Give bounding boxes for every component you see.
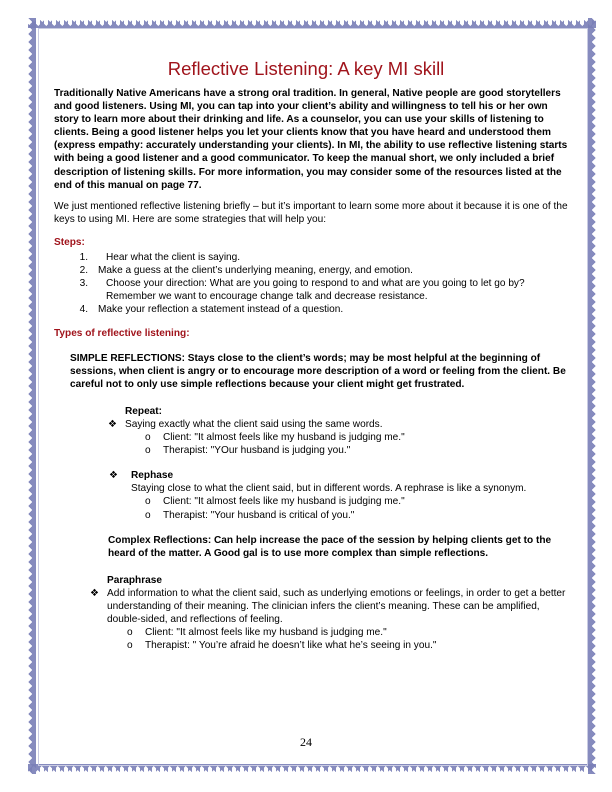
page-title-sub: : A key MI skill: [328, 58, 445, 79]
list-item: 3. Choose your direction: What are you going to respond to and what are you going to let go by? Remember we want to encourage change talk and decrease resistance.: [79, 278, 525, 303]
paraphrase-heading: Paraphrase: [107, 574, 162, 586]
paraphrase-section: [90, 574, 568, 653]
intro-paragraph: Traditionally Native Americans have a strong oral tradition. In general, Native people are good storytellers and good listeners. Using MI, you can tap into your client’s ability and willingness to tell his or her own story to learn more about their drinking and life. As a counselor, you can use your skills of listening to clients. Being a good listener helps you let your clients know that you have heard and understood them (express empathy: accurately understanding your clients). In MI, the ability to use reflective listening starts with being a good listener and a good communicator. To keep the manual short, we only included a brief description of listening skills. For more information, you may consider some of the resources listed at the end of this manual on page 77.: [54, 88, 568, 191]
list-item: 2. Make a guess at the client’s underlying meaning, energy, and emotion.: [79, 265, 413, 277]
list-item: o Client: "It almost feels like my husband is judging me.": [145, 496, 405, 508]
page-title-main: Reflective Listening: [167, 58, 329, 79]
diamond-bullet-icon: ❖: [90, 587, 99, 599]
document-body: [54, 87, 568, 664]
list-item: o Client: "It almost feels like my husband is judging me.": [145, 432, 405, 444]
list-item: 1. Hear what the client is saying.: [79, 252, 241, 264]
page-title: [0, 58, 612, 80]
repeat-heading: Repeat:: [125, 405, 163, 417]
types-heading: Types of reflective listening:: [54, 327, 190, 339]
repeat-section: [108, 405, 568, 457]
paraphrase-description: Add information to what the client said, such as underlying emotions or feelings, in order to get a better understanding of their meaning. The clinician infers the client’s meaning. These can be amplified, double-sided, and reflections of feeling.: [107, 587, 566, 626]
rephase-heading: Rephase: [131, 470, 174, 482]
diamond-bullet-icon: ❖: [109, 470, 118, 482]
page-number: 24: [300, 735, 312, 749]
steps-heading: Steps:: [54, 236, 85, 248]
list-item: o Client: "It almost feels like my husband is judging me.": [127, 627, 387, 639]
steps-list: [54, 251, 568, 316]
rephase-description: Staying close to what the client said, but in different words. A rephrase is like a synonym.: [131, 483, 527, 495]
list-item: o Therapist: " You’re afraid he doesn’t like what he’s seeing in you.": [127, 640, 437, 652]
rephase-section: [109, 469, 568, 521]
diamond-bullet-icon: ❖: [108, 418, 117, 430]
page-border-left: [28, 18, 38, 774]
list-item: o Therapist: "YOur husband is judging you.": [145, 445, 351, 457]
simple-reflections-paragraph: SIMPLE REFLECTIONS: Stays close to the client’s words; may be most helpful at the beginning of sessions, when client is angry or to encourage more description of a word or feeling from the client. Be careful not to only use simple reflections because your client might get frustrated.: [70, 352, 566, 390]
list-item: o Therapist: "Your husband is critical of you.": [145, 509, 355, 521]
strategies-paragraph: We just mentioned reflective listening briefly – but it’s important to learn some more about it because it is one of the keys to using MI. Here are some strategies that will help you:: [54, 200, 568, 225]
complex-reflections-paragraph: Complex Reflections: Can help increase the pace of the session by helping clients get to the heard of the matter. A Good gal is to use more complex than simple reflections.: [108, 534, 552, 559]
page-border-top: [28, 18, 596, 28]
list-item: 4. Make your reflection a statement instead of a question.: [79, 304, 344, 316]
repeat-description: Saying exactly what the client said using the same words.: [125, 418, 383, 430]
